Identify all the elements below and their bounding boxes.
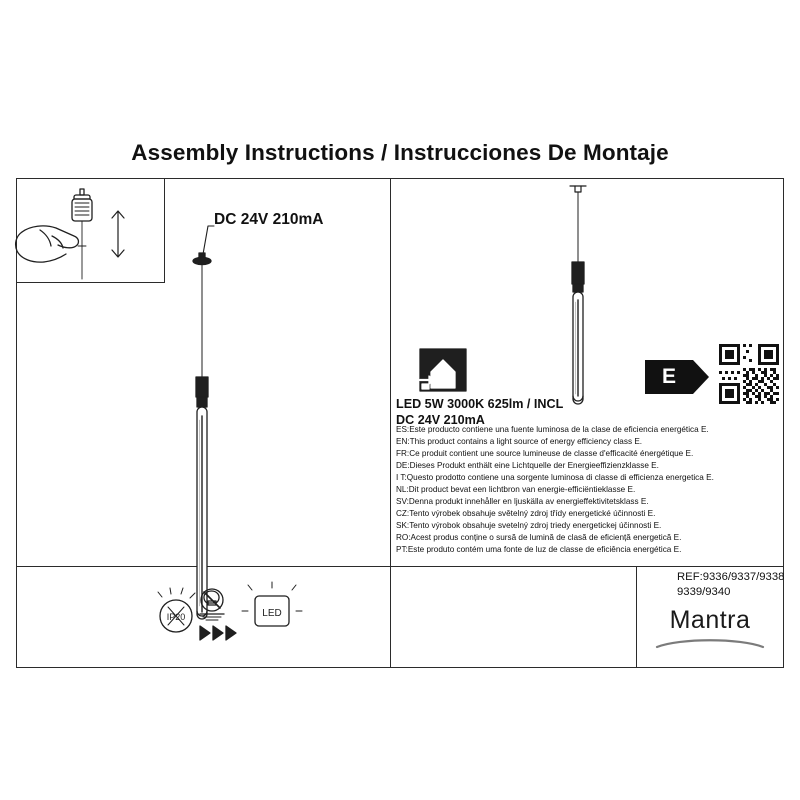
svg-text:LED: LED (262, 608, 282, 619)
qr-code-icon (716, 341, 782, 407)
lang-line-ro: RO:Acest produs conține o sursă de lumină de clasă de eficiență energetică E. (396, 533, 682, 543)
brand-name (645, 606, 775, 635)
ref-line-2: 9339/9340 (677, 585, 731, 598)
lang-line-pt: PT:Este produto contém uma fonte de luz de classe de eficiência energética E. (396, 545, 682, 555)
lang-line-sv: SV:Denna produkt innehåller en ljuskälla av energieffektivitetsklass E. (396, 497, 649, 507)
brand-logo (645, 600, 775, 652)
lang-line-cz: CZ:Tento výrobek obsahuje světelný zdroj třídy energetické účinnosti E. (396, 509, 656, 519)
spec-line-1: LED 5W 3000K 625lm / INCL (396, 397, 564, 411)
lang-line-en: EN:This product contains a light source of energy efficiency class E. (396, 437, 643, 447)
energy-class-letter: E (661, 365, 676, 388)
lang-line-sk: SK:Tento výrobok obsahuje svetelný zdroj triedy energetickej účinnosti E. (396, 521, 662, 531)
spec-line-2: DC 24V 210mA (396, 413, 485, 428)
install-detail-box (16, 178, 165, 283)
brand-swoosh-icon (655, 636, 765, 650)
lang-line-it: I T:Questo prodotto contiene una sorgente luminosa di classe di efficienza energetica E. (396, 473, 714, 483)
panel-divider-left-horizontal (16, 566, 390, 567)
energy-class-arrow (645, 360, 709, 394)
brand-name-prefix: M (669, 606, 691, 634)
lang-line-fr: FR:Ce produit contient une source lumineuse de classe d'efficacité énergétique E. (396, 449, 694, 459)
ref-line-1: REF:9336/9337/9338 (677, 571, 785, 583)
brand-name-rest: antra (690, 606, 751, 634)
voltage-label: DC 24V 210mA (214, 211, 324, 228)
lang-line-de: DE:Dieses Produkt enthält eine Lichtquelle der Energieeffizienzklasse E. (396, 461, 659, 471)
ref-logo-divider (636, 566, 637, 668)
page-title: Assembly Instructions / Instrucciones De Montaje (131, 140, 669, 165)
lang-line-nl: NL:Dit product bevat een lichtbron van energie-efficiëntieklasse E. (396, 485, 636, 495)
lang-line-es: ES:Este producto contiene una fuente luminosa de la clase de eficiencia energética E. (396, 425, 709, 434)
panel-divider-right-horizontal (390, 566, 784, 567)
language-compliance-block (396, 424, 782, 556)
panel-divider-vertical (390, 178, 391, 668)
reference-codes (677, 570, 784, 600)
svg-text:IP20: IP20 (166, 612, 186, 622)
